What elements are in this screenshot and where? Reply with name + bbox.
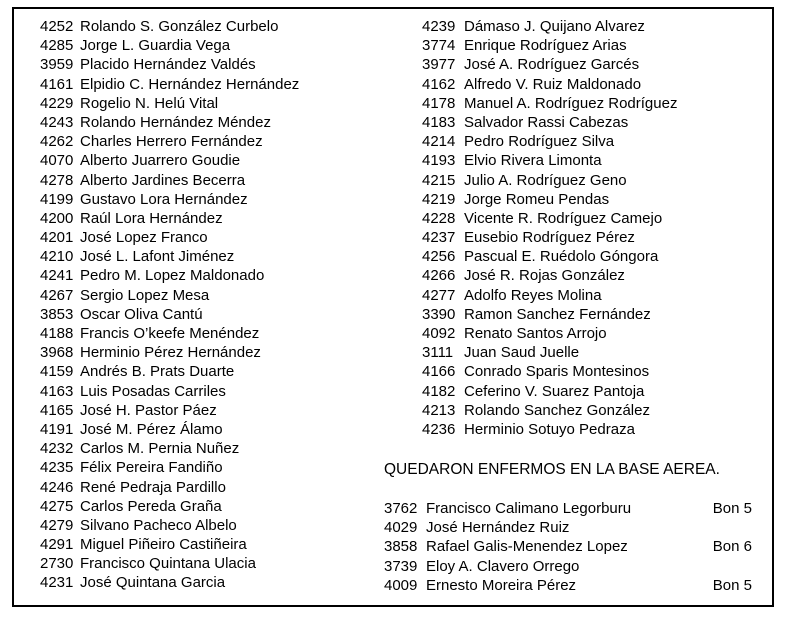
- list-item: [40, 36, 299, 55]
- list-item: [40, 113, 299, 132]
- member-name: Carlos Pereda Graña: [80, 497, 222, 515]
- member-number: 4243: [40, 113, 74, 131]
- member-name: Adolfo Reyes Molina: [464, 286, 602, 304]
- member-number: 4210: [40, 248, 74, 266]
- member-name: Ceferino V. Suarez Pantoja: [464, 382, 645, 400]
- list-item: [422, 113, 677, 132]
- member-number: 4231: [40, 574, 74, 592]
- member-number: 3853: [40, 305, 74, 323]
- member-name: Eloy A. Clavero Orrego: [426, 557, 580, 575]
- member-name: Oscar Oliva Cantú: [80, 305, 203, 323]
- member-name: Rogelio N. Helú Vital: [80, 94, 219, 112]
- list-item: [40, 247, 299, 266]
- member-number: 4213: [422, 401, 456, 419]
- member-number: 4235: [40, 459, 74, 477]
- list-item: [422, 228, 677, 247]
- member-name: Eusebio Rodríguez Pérez: [464, 229, 635, 247]
- member-name: Alfredo V. Ruiz Maldonado: [464, 75, 642, 93]
- member-name: Pedro Rodríguez Silva: [464, 133, 615, 151]
- sick-heading: QUEDARON ENFERMOS EN LA BASE AEREA.: [384, 461, 720, 478]
- member-number: 4256: [422, 248, 456, 266]
- member-name: Elvio Rivera Limonta: [464, 152, 602, 170]
- member-number: 4262: [40, 133, 74, 151]
- list-item: [40, 17, 299, 36]
- list-item: [384, 537, 754, 556]
- member-name: Enrique Rodríguez Arias: [464, 37, 627, 55]
- list-item: [40, 55, 299, 74]
- member-number: 4228: [422, 209, 456, 227]
- member-number: 4183: [422, 113, 456, 131]
- list-item: [422, 343, 677, 362]
- member-name: José R. Rojas González: [464, 267, 625, 285]
- member-name: Renato Santos Arrojo: [464, 325, 607, 342]
- list-item: [422, 171, 677, 190]
- member-number: 4009: [384, 576, 418, 594]
- member-number: 4229: [40, 94, 74, 112]
- member-number: 4246: [40, 478, 74, 496]
- list-item: [422, 36, 677, 55]
- member-name: Dámaso J. Quijano Alvarez: [464, 18, 645, 35]
- list-item: [40, 516, 299, 535]
- list-item: [422, 209, 677, 228]
- list-item: [422, 247, 677, 266]
- member-number: 3111: [422, 344, 454, 362]
- list-item: [40, 439, 299, 458]
- member-number: 4291: [40, 536, 74, 554]
- member-number: 3977: [422, 56, 456, 74]
- member-name: Alberto Juarrero Goudie: [80, 152, 241, 170]
- list-item: [40, 382, 299, 401]
- member-number: 4193: [422, 152, 456, 170]
- member-name: Carlos M. Pernia Nuñez: [80, 440, 240, 458]
- member-name: José H. Pastor Páez: [80, 401, 217, 419]
- list-item: [40, 362, 299, 381]
- list-item: [422, 190, 677, 209]
- member-name: Vicente R. Rodríguez Camejo: [464, 209, 663, 227]
- member-number: 4252: [40, 18, 74, 35]
- list-item: [40, 286, 299, 305]
- member-number: 4166: [422, 363, 456, 381]
- list-item: [422, 382, 677, 401]
- member-name: Gustavo Lora Hernández: [80, 190, 248, 208]
- member-name: Ernesto Moreira Pérez: [426, 576, 577, 594]
- battalion-note: Bon 6: [712, 538, 752, 556]
- member-name: Manuel A. Rodríguez Rodríguez: [464, 94, 678, 112]
- list-item: [40, 75, 299, 94]
- list-item: [40, 324, 299, 343]
- list-item: [40, 305, 299, 324]
- member-number: 3959: [40, 56, 74, 74]
- member-number: 4285: [40, 37, 74, 55]
- list-item: [40, 343, 299, 362]
- member-number: 4199: [40, 190, 74, 208]
- member-number: 4092: [422, 325, 456, 342]
- list-item: [40, 132, 299, 151]
- member-name: Francisco Calimano Legorburu: [426, 500, 632, 517]
- member-number: 4070: [40, 152, 74, 170]
- member-name: Félix Pereira Fandiño: [80, 459, 223, 477]
- list-item: [40, 535, 299, 554]
- member-name: José Hernández Ruiz: [426, 519, 570, 537]
- member-number: 4161: [40, 75, 74, 93]
- member-name: José M. Pérez Álamo: [80, 420, 223, 438]
- member-name: Charles Herrero Fernández: [80, 133, 263, 151]
- list-item: [422, 286, 677, 305]
- sick-list: [384, 499, 754, 595]
- list-item: [422, 132, 677, 151]
- member-name: Herminio Sotuyo Pedraza: [464, 420, 635, 438]
- right-name-column: [422, 17, 677, 439]
- left-name-column: [40, 17, 299, 593]
- member-name: Elpidio C. Hernández Hernández: [80, 75, 300, 93]
- member-name: Miguel Piñeiro Castiñeira: [80, 536, 247, 554]
- list-item: [40, 497, 299, 516]
- list-item: [40, 478, 299, 497]
- list-item: [422, 266, 677, 285]
- member-number: 4201: [40, 229, 74, 247]
- list-item: [40, 151, 299, 170]
- member-name: Placido Hernández Valdés: [80, 56, 256, 74]
- member-number: 4029: [384, 519, 418, 537]
- list-item: [422, 324, 677, 343]
- list-item: [384, 557, 754, 576]
- member-number: 4191: [40, 420, 74, 438]
- member-number: 4163: [40, 382, 74, 400]
- member-number: 4188: [40, 325, 74, 342]
- member-number: 4236: [422, 420, 456, 438]
- member-name: Pedro M. Lopez Maldonado: [80, 267, 265, 285]
- member-name: Salvador Rassi Cabezas: [464, 113, 629, 131]
- member-number: 4232: [40, 440, 74, 458]
- list-item: [40, 573, 299, 592]
- member-number: 4241: [40, 267, 74, 285]
- member-number: 3390: [422, 305, 456, 323]
- list-item: [422, 94, 677, 113]
- list-item: [422, 420, 677, 439]
- member-name: Julio A. Rodríguez Geno: [464, 171, 627, 189]
- list-item: [384, 576, 754, 595]
- member-number: 4165: [40, 401, 74, 419]
- list-item: [40, 228, 299, 247]
- list-item: [422, 305, 677, 324]
- member-name: Luis Posadas Carriles: [80, 382, 226, 400]
- member-name: Conrado Sparis Montesinos: [464, 363, 650, 381]
- member-name: Rafael Galis-Menendez Lopez: [426, 538, 628, 556]
- document-frame: [12, 7, 774, 607]
- member-name: Alberto Jardines Becerra: [80, 171, 246, 189]
- member-name: Rolando S. González Curbelo: [80, 18, 279, 35]
- list-item: [422, 362, 677, 381]
- list-item: [422, 75, 677, 94]
- member-number: 4162: [422, 75, 456, 93]
- list-item: [384, 518, 754, 537]
- member-name: Sergio Lopez Mesa: [80, 286, 210, 304]
- list-item: [40, 94, 299, 113]
- member-name: Rolando Sanchez González: [464, 401, 650, 419]
- list-item: [40, 171, 299, 190]
- member-number: 2730: [40, 555, 74, 573]
- member-number: 3762: [384, 500, 418, 517]
- member-number: 4279: [40, 516, 74, 534]
- member-number: 3774: [422, 37, 456, 55]
- member-name: Andrés B. Prats Duarte: [80, 363, 235, 381]
- list-item: [422, 401, 677, 420]
- member-name: Juan Saud Juelle: [464, 344, 580, 362]
- member-number: 4182: [422, 382, 456, 400]
- member-name: René Pedraja Pardillo: [80, 478, 226, 496]
- member-name: Raúl Lora Hernández: [80, 209, 223, 227]
- list-item: [40, 554, 299, 573]
- member-name: José L. Lafont Jiménez: [80, 248, 235, 266]
- member-name: José Quintana Garcia: [80, 574, 226, 592]
- member-name: Silvano Pacheco Albelo: [80, 516, 237, 534]
- member-number: 4237: [422, 229, 456, 247]
- member-name: Jorge L. Guardia Vega: [80, 37, 231, 55]
- list-item: [40, 420, 299, 439]
- battalion-note: Bon 5: [712, 500, 752, 517]
- list-item: [422, 151, 677, 170]
- member-number: 4277: [422, 286, 456, 304]
- member-number: 4278: [40, 171, 74, 189]
- member-number: 4214: [422, 133, 456, 151]
- member-name: Ramon Sanchez Fernández: [464, 305, 651, 323]
- member-name: Jorge Romeu Pendas: [464, 190, 610, 208]
- battalion-note: Bon 5: [712, 576, 752, 594]
- member-number: 4239: [422, 18, 456, 35]
- member-name: Pascual E. Ruédolo Góngora: [464, 248, 659, 266]
- list-item: [40, 458, 299, 477]
- member-name: Francisco Quintana Ulacia: [80, 555, 256, 573]
- list-item: [40, 190, 299, 209]
- member-name: Rolando Hernández Méndez: [80, 113, 271, 131]
- list-item: [40, 209, 299, 228]
- member-name: Francis O’keefe Menéndez: [80, 325, 260, 342]
- member-name: José A. Rodríguez Garcés: [464, 56, 640, 74]
- list-item: [40, 266, 299, 285]
- member-number: 4200: [40, 209, 74, 227]
- member-number: 4267: [40, 286, 74, 304]
- member-number: 4178: [422, 94, 456, 112]
- member-number: 4266: [422, 267, 456, 285]
- member-number: 4215: [422, 171, 456, 189]
- member-number: 3968: [40, 344, 74, 362]
- list-item: [422, 55, 677, 74]
- member-number: 4219: [422, 190, 456, 208]
- list-item: [40, 401, 299, 420]
- member-name: José Lopez Franco: [80, 229, 208, 247]
- member-name: Herminio Pérez Hernández: [80, 344, 261, 362]
- member-number: 3858: [384, 538, 418, 556]
- member-number: 3739: [384, 557, 418, 575]
- list-item: [384, 499, 754, 518]
- member-number: 4275: [40, 497, 74, 515]
- list-item: [422, 17, 677, 36]
- member-number: 4159: [40, 363, 74, 381]
